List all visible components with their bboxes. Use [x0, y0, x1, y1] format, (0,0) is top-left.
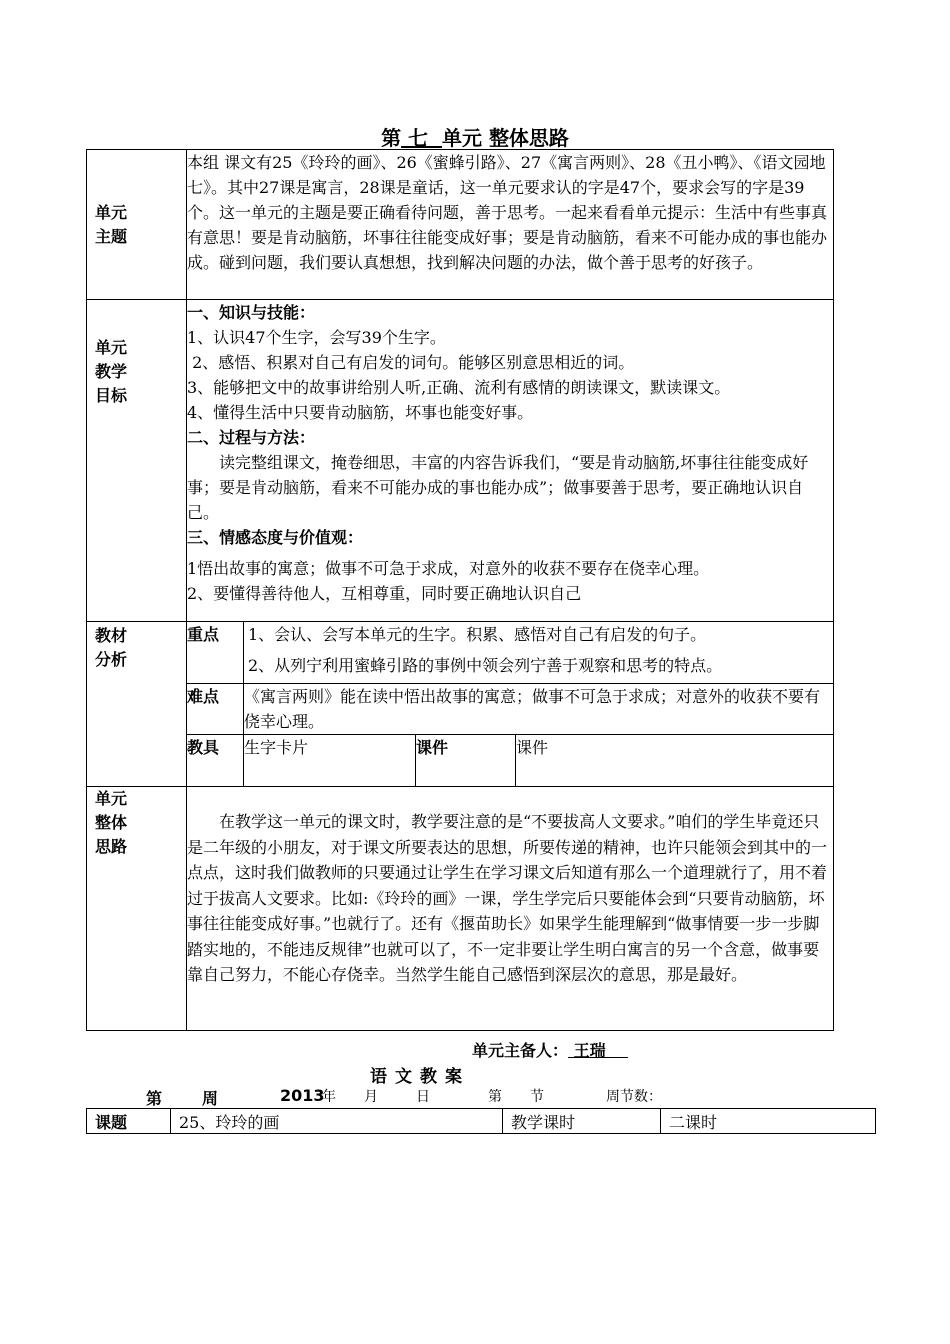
week-line: 第 周 2013 年 月 日 第 节 周节数：	[146, 1086, 662, 1108]
difficulty-content: 《寓言两则》能在读中悟出故事的寓意；做事不可急于求成；对意外的收获不要有侥幸心理。	[244, 684, 834, 735]
analysis-inner-table	[186, 621, 834, 787]
overall-row	[87, 787, 834, 1031]
lesson-row	[87, 1109, 876, 1134]
overall-label: 单元 整体 思路	[87, 787, 187, 1031]
goals-label: 单元 教学 目标	[87, 300, 187, 622]
tools-label: 教具	[187, 735, 244, 787]
tools-row	[187, 735, 834, 787]
hours-value: 二课时	[661, 1109, 876, 1134]
theme-label: 单元 主题	[87, 150, 187, 300]
hours-label: 教学课时	[503, 1109, 661, 1134]
theme-row	[87, 150, 834, 300]
goals-row	[87, 300, 834, 622]
goals-content: 一、知识与技能： 1、认识47个生字，会写39个生字。 2、感悟、积累对自己有启发的词句。能够区别意思相近的词。 3、能够把文中的故事讲给别人听,正确、流利有感情的朗读课文，默读课文。 4、懂得生活中只要肯动脑筋，坏事也能变好事。 二、过程与方法： 读完整组课文，掩卷细思，丰富的内容告诉我们，“要是肯动脑筋,坏事往往能变成好事；要是肯动脑筋，看来不可能办成的事也能办成”；做事要善于思考，要正确地认识自己。 三、情感态度与价值观： 1悟出故事的寓意；做事不可急于求成，对意外的收获不要存在侥幸心理。 2、要懂得善待他人，互相尊重，同时要正确地认识自己	[187, 300, 834, 622]
lesson-value: 25、玲玲的画	[171, 1109, 503, 1134]
overall-text: 在教学这一单元的课文时，教学要注意的是“不要拔高人文要求。”咱们的学生毕竟还只是二年级的小朋友，对于课文所要表达的思想，所要传递的精神，也许只能领会到其中的一点点，这时我们做教师的只要通过让学生在学习课文后知道有那么一个道理就行了，用不着过于拔高人文要求。比如:《玲玲的画》一课，学生学完后只要能体会到“只要肯动脑筋，坏事往往能变成好事。”也就行了。还有《揠苗助长》如果学生能理解到“做事情要一步一步脚踏实地的，不能违反规律”也就可以了，不一定非要让学生明白寓言的另一个含意，做事要靠自己努力，不能心存侥幸。当然学生能自己感悟到深层次的意思，那是最好。	[187, 787, 834, 1031]
analysis-label: 教材 分析	[87, 622, 187, 787]
courseware-label: 课件	[416, 735, 516, 787]
unit-plan-table	[86, 149, 834, 1031]
key-label: 重点	[187, 622, 244, 684]
analysis-cell	[187, 622, 834, 787]
tools-value: 生字卡片	[244, 735, 416, 787]
courseware-value: 课件	[516, 735, 834, 787]
key-row	[187, 622, 834, 684]
key-content: 1、会认、会写本单元的生字。积累、感悟对自己有启发的句子。 2、从列宁利用蜜蜂引路的事例中领会列宁善于观察和思考的特点。	[244, 622, 834, 684]
analysis-row	[87, 622, 834, 787]
lesson-info-table	[86, 1108, 876, 1134]
difficulty-row	[187, 684, 834, 735]
lesson-label: 课题	[87, 1109, 171, 1134]
page-title: 第 七 单元 整体思路	[381, 126, 569, 150]
difficulty-label: 难点	[187, 684, 244, 735]
preparer-signature: 单元主备人： 王瑞	[472, 1041, 628, 1060]
lesson-plan-title: 语文教案	[370, 1067, 470, 1087]
theme-text: 本组 课文有25《玲玲的画》、26《蜜蜂引路》、27《寓言两则》、28《丑小鸭》、《语文园地七》。其中27课是寓言，28课是童话，这一单元要求认的字是47个，要求会写的字是39个。这一单元的主题是要正确看待问题，善于思考。一起来看看单元提示：生活中有些事真有意思！要是肯动脑筋，坏事往往能变成好事；要是肯动脑筋，看来不可能办成的事也能办成。碰到问题，我们要认真想想，找到解决问题的办法，做个善于思考的好孩子。	[187, 150, 834, 300]
